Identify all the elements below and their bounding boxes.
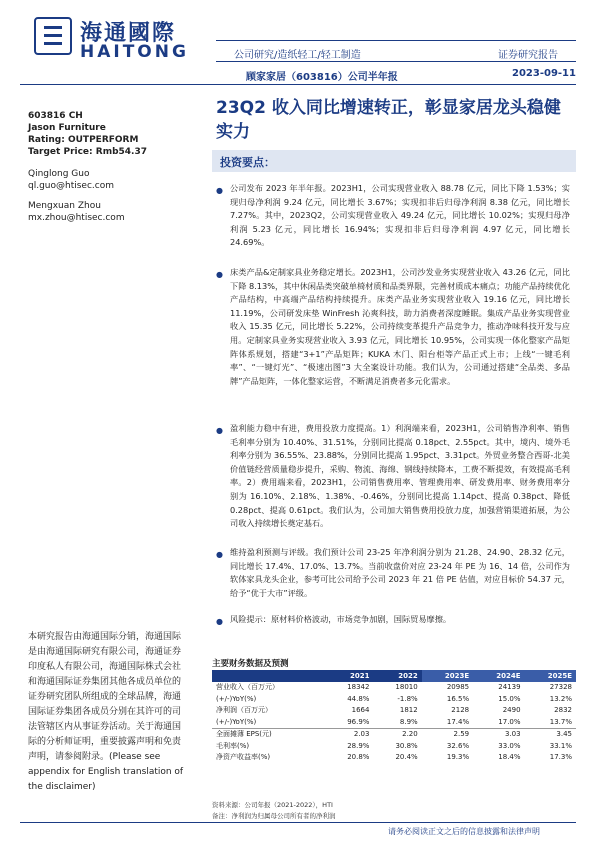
table-cell: 18.4%	[498, 753, 521, 762]
table-cell: 毛利率(%)	[216, 741, 250, 750]
table-cell: 2128	[451, 706, 470, 715]
table-cell: 27328	[549, 683, 572, 692]
table-cell: 3.45	[525, 728, 576, 740]
paragraph-forecast: 维持盈利预测与评级。我们预计公司 23-25 年净利润分别为 21.28、24.90、28.32 亿元，同比增长 17.4%、17.0%、13.7%。当前收盘价对应 23-24 年 PE 为 16、14 倍，公司作为软体家具龙头企业，参考可比公司给予公司 2023 年 21 倍 PE 估值，对应目标价 54.37 元，给予“优于大市”评级。	[230, 547, 570, 598]
table-row	[212, 752, 576, 764]
table-cell: 2832	[554, 706, 572, 715]
table-cell: -1.8%	[397, 694, 418, 703]
logo-en-text: HAITONG	[80, 42, 189, 62]
table-row	[212, 705, 576, 717]
report-title: 23Q2 收入同比增速转正，彰显家居龙头稳健实力	[216, 98, 561, 142]
analyst-1	[28, 168, 208, 192]
bullet-icon: ●	[216, 617, 223, 626]
header-mid-divider	[216, 61, 576, 62]
paragraph-products: 床类产品&定制家具业务稳定增长。2023H1，公司沙发业务实现营业收入 43.26 亿元，同比下降 8.13%，其中休闲品类突破单椅材质和品类界限，完善材质成本痛点；功能产品持续优化产品结构，中高端产品结构持续提升。床类产品业务实现营业收入 19.16 亿元，同比增长 11.19%，公司研发床垫 WinFresh 沁爽科技，助力消费者深度睡眠。集成产品业务实现营业收入 15.35 亿元，同比增长 5.22%，公司持续变革提升产品竞争力，推动净味科技开发与应用。定制家具业务实现营业收入 3.93 亿元，同比增长 10.95%，公司实现一体化整家产品矩阵体系规划，搭建“3+1”产品矩阵；KUKA 木门、阳台柜等产品正式上市；上线“一键毛利率”、“一键灯光”、“极速出图”3 大全案设计功能。我们认为，公司通过搭建“全品类、多品牌”产品矩阵，一体化整家运营，不断满足消费者多元化需求。	[230, 267, 570, 386]
table-cell: 2.03	[325, 728, 373, 740]
bullet-icon: ●	[216, 426, 223, 435]
table-header-cell	[212, 670, 325, 682]
analyst-name: Qinglong Guo	[28, 169, 90, 179]
stock-name: Jason Furniture	[28, 123, 106, 133]
table-cell: 全面摊薄 EPS(元)	[212, 728, 325, 740]
table-cell: 20.4%	[395, 753, 418, 762]
table-cell: 32.6%	[446, 741, 470, 750]
table-cell: 17.0%	[498, 717, 521, 726]
table-header-cell: 2022	[373, 670, 421, 682]
analyst-name: Mengxuan Zhou	[28, 201, 101, 211]
stock-info	[28, 110, 208, 158]
table-cell: 13.7%	[549, 717, 572, 726]
table-cell: 净资产收益率(%)	[216, 753, 271, 762]
table-cell: 96.9%	[347, 717, 370, 726]
table-cell: 净利润（百万元）	[216, 706, 272, 715]
disclaimer-text: 本研究报告由海通国际分销，海通国际是由海通国际研究有限公司，海通证券印度私人有限公司，海通国际株式会社和海通国际证券集团其他各成员单位的证券研究团队所组成的全球品牌，海通国际证券集团各成员分别在其许可的司法管辖区内从事证券活动。关于海通国际的分析师证明，重要披露声明和免责声明，请参阅附录。(Please see appendix for English translation of the disclaimer)	[28, 632, 184, 792]
table-cell: 营业收入（百万元）	[216, 683, 279, 692]
header-company-report: 顾家家居（603816）公司半年报	[246, 72, 398, 83]
table-header-cell: 2024E	[473, 670, 524, 682]
table-cell: 30.8%	[395, 741, 418, 750]
table-cell: 2.59	[422, 728, 473, 740]
table-header-cell: 2023E	[422, 670, 473, 682]
table-cell: 20985	[446, 683, 470, 692]
table-row	[212, 693, 576, 705]
stock-code: 603816 CH	[28, 111, 83, 121]
logo-mark-icon	[34, 17, 72, 55]
table-cell: 24139	[498, 683, 521, 692]
header-report-type: 证券研究报告	[498, 50, 558, 61]
table-cell: 13.2%	[549, 694, 572, 703]
section-header-bar	[212, 150, 576, 172]
table-note: 备注：净利润为归属母公司所有者的净利润	[212, 812, 336, 820]
paragraph-profitability: 盈利能力稳中有进，费用投放力度提高。1）利润端来看，2023H1，公司销售净利率、销售毛利率分别为 10.40%、31.51%，分别同比提高 0.18pct、2.55pct。其中，境内、境外毛利率分别为 36.55%、23.88%，分别同比提高 1.95pct、3.31pct。外贸业务整合西哥-北美价值链经营质量稳步提升，采购、物流、海绵、钢线持续降本，工费不断提效，有效提高毛利率。2）费用端来看，2023H1，公司销售费用率、管理费用率、研发费用率、财务费用率分别为 16.10%、2.18%、1.38%、-0.46%，分别同比提高 1.14pct、提高 0.38pct、降低 0.28pct、提高 0.61pct。我们认为，公司加大销售费用投放力度，加强营销渠道拓展，为公司收入持续增长奠定基石。	[230, 423, 570, 529]
header-top-divider	[216, 40, 576, 41]
analyst-email[interactable]: ql.guo@htisec.com	[28, 181, 114, 191]
table-cell: 28.9%	[347, 741, 370, 750]
bullet-icon: ●	[216, 550, 223, 559]
table-cell: 20.8%	[347, 753, 370, 762]
table-header-row	[212, 670, 576, 682]
footer-divider	[20, 822, 576, 823]
table-cell: 8.9%	[399, 717, 418, 726]
table-cell: 44.8%	[347, 694, 370, 703]
logo-cn-text: 海通國際	[80, 21, 177, 46]
table-cell: 18342	[347, 683, 370, 692]
paragraph-risk: 风险提示：原材料价格波动，市场竞争加剧，国际贸易摩擦。	[230, 614, 452, 624]
table-cell: 15.0%	[498, 694, 521, 703]
table-cell: 33.1%	[549, 741, 572, 750]
stock-rating: Rating: OUTPERFORM	[28, 135, 139, 145]
bullet-icon: ●	[216, 270, 223, 279]
table-cell: 18010	[395, 683, 418, 692]
header-bottom-divider	[20, 84, 576, 85]
table-row	[212, 682, 576, 694]
bullet-icon: ●	[216, 186, 223, 195]
header-date: 2023-09-11	[512, 68, 576, 79]
table-cell: 17.3%	[549, 753, 572, 762]
table-cell: (+/-)YoY(%)	[216, 717, 257, 726]
table-cell: 1664	[351, 706, 370, 715]
header-category: 公司研究/造纸轻工/轻工制造	[234, 50, 361, 61]
table-cell: 1812	[399, 706, 418, 715]
financials-table	[212, 670, 576, 763]
table-row	[212, 716, 576, 728]
table-cell: 19.3%	[446, 753, 470, 762]
table-cell: 3.03	[473, 728, 524, 740]
stock-target-price: Target Price: Rmb54.37	[28, 147, 147, 157]
analyst-email[interactable]: mx.zhou@htisec.com	[28, 213, 125, 223]
haitong-logo	[34, 14, 189, 64]
table-row	[212, 728, 576, 740]
table-cell: 33.0%	[498, 741, 521, 750]
section-title: 投资要点：	[220, 156, 275, 169]
table-cell: 2.20	[373, 728, 421, 740]
table-source: 资料来源：公司年报（2021-2022），HTI	[212, 801, 333, 809]
financials-title: 主要财务数据及预测	[212, 659, 289, 669]
paragraph-results: 公司发布 2023 年半年报。2023H1，公司实现营业收入 88.78 亿元，同比下降 1.53%；实现归母净利润 9.24 亿元，同比增长 3.67%；实现扣非后归母净利润 8.38 亿元，同比增长 7.27%。其中，2023Q2，公司实现营业收入 49.24 亿元，同比增长 10.02%；实现归母净利润 5.23 亿元，同比增长 16.94%；实现扣非后归母净利润 4.97 亿元，同比增长 24.69%。	[230, 183, 570, 248]
table-cell: 2490	[502, 706, 521, 715]
table-cell: 16.5%	[446, 694, 470, 703]
analyst-2	[28, 200, 208, 224]
table-cell: (+/-)YoY(%)	[216, 694, 257, 703]
table-header-cell: 2021	[325, 670, 373, 682]
table-cell: 17.4%	[446, 717, 470, 726]
table-row	[212, 740, 576, 752]
table-header-cell: 2025E	[525, 670, 576, 682]
footer-text: 请务必阅读正文之后的信息披露和法律声明	[388, 827, 540, 836]
